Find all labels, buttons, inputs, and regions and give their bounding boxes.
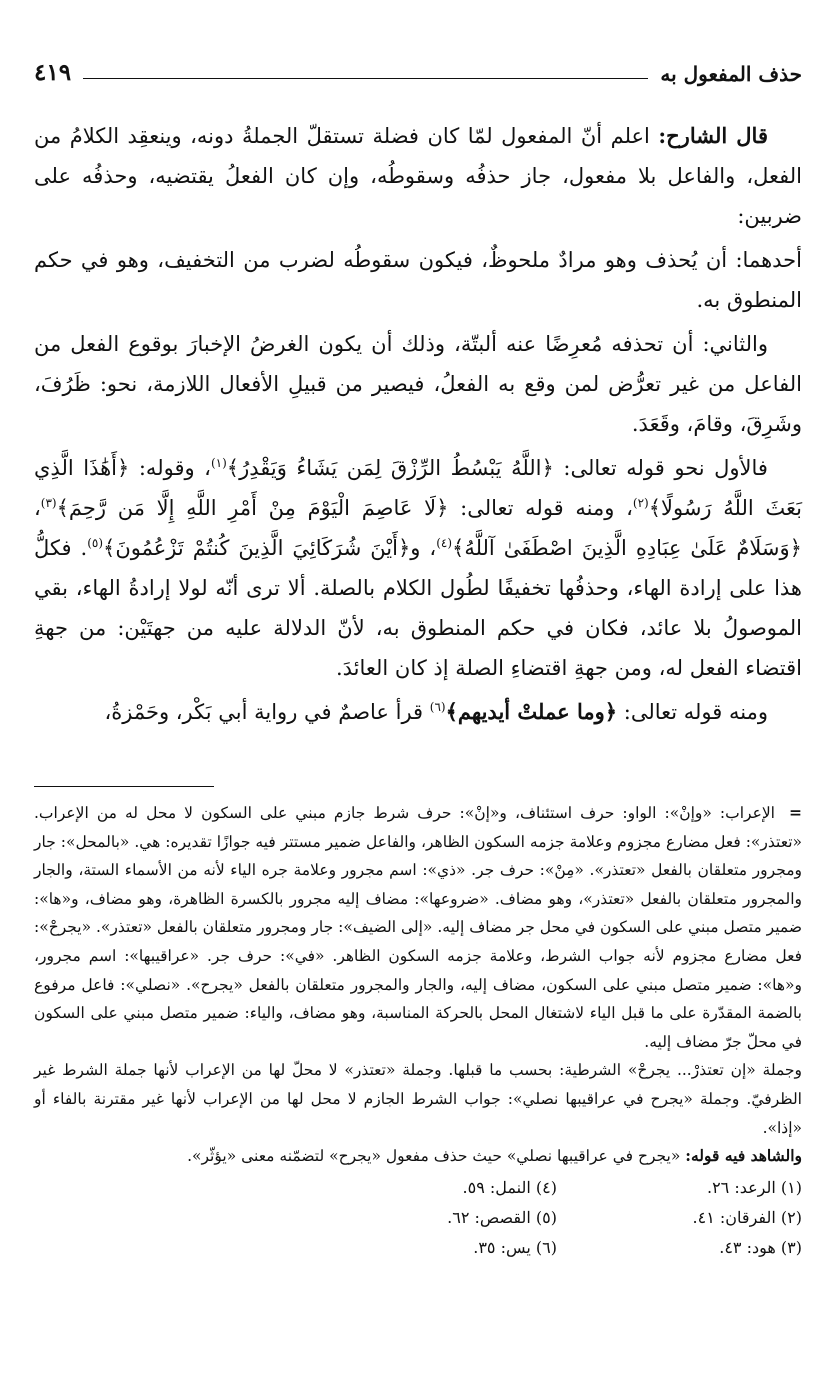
quran-verse: ﴿اللَّهُ يَبْسُطُ الرِّزْقَ لِمَن يَشَاءُ وَيَقْدِرُ﴾ bbox=[226, 456, 554, 480]
running-title: حذف المفعول به bbox=[660, 62, 802, 86]
footnote-separator bbox=[34, 786, 802, 787]
paragraph-4 bbox=[34, 448, 802, 688]
verse-reference: (٦) يس: ٣٥. bbox=[473, 1237, 557, 1257]
verse-reference: (٢) الفرقان: ٤١. bbox=[692, 1207, 802, 1227]
evidence-label: والشاهد فيه قوله: bbox=[685, 1146, 802, 1166]
paragraph-2: أحدهما: أن يُحذف وهو مرادٌ ملحوظٌ، فيكون سقوطُه لضرب من التخفيف، وهو في حكم المنطوق به. bbox=[34, 248, 802, 312]
paragraph-1-text: اعلم أنّ المفعول لمّا كان فضلة تستقلّ الجملةُ دونه، وينعقِد الكلامُ من الفعل، والفاعل بلا مفعول، جاز حذفُه وسقوطُه، وإن كان الفعلُ يقتضيه، وحذفُه على ضربين: bbox=[34, 124, 802, 228]
verse-reference: (٣) هود: ٤٣. bbox=[719, 1237, 802, 1257]
text-span: ومنه قوله تعالى: bbox=[617, 700, 768, 724]
verse-reference: (٤) النمل: ٥٩. bbox=[462, 1177, 557, 1197]
verse-references bbox=[34, 1173, 802, 1263]
footnote-evidence bbox=[34, 1142, 802, 1171]
text-span: قرأ عاصمٌ في رواية أبي بَكْر، وحَمْزةُ، bbox=[104, 700, 430, 724]
text-span: ، ومنه قوله تعالى: bbox=[448, 496, 633, 520]
quran-verse: ﴿لَا عَاصِمَ الْيَوْمَ مِنْ أَمْرِ اللَّهِ إِلَّا مَن رَّحِمَ﴾ bbox=[56, 496, 449, 520]
commentator-label: قال الشارح: bbox=[658, 123, 768, 148]
quran-verse: ﴿أَيْنَ شُرَكَائِيَ الَّذِينَ كُنتُمْ تَزْعُمُونَ﴾ bbox=[103, 536, 411, 560]
page-number: ٤١٩ bbox=[34, 59, 72, 86]
continuation-mark: = bbox=[789, 803, 802, 822]
quran-verse: ﴿وَسَلَامٌ عَلَىٰ عِبَادِهِ الَّذِينَ اصْطَفَىٰ آللَّهُ﴾ bbox=[452, 536, 802, 560]
text-span: . فكلُّ هذا على إرادة الهاء، وحذفُها تخفيفًا لطُول الكلام بالصلة. ألا ترى أنّه لولا إرادةُ الهاء، بقي الموصولُ بلا عائد، فكان في حكم المنطوق به، لأنّ الدلالة عليه من جهتَيْن: من جهةِ اقتضاء الفعل له، ومن جهةِ اقتضاءِ الصلة إذ كان العائدَ. bbox=[34, 536, 802, 680]
quran-verse: ﴿أَهَٰذَا الَّذِي بَعَثَ اللَّهُ رَسُولًا﴾ bbox=[34, 456, 803, 520]
footnote-ref: (٢) bbox=[632, 496, 649, 510]
footnote-rule bbox=[34, 786, 214, 787]
quran-verse: ﴿وما عملتْ أيديهم﴾ bbox=[445, 699, 618, 724]
text-span: فالأول نحو قوله تعالى: bbox=[553, 456, 768, 480]
footnote-analysis-text: الإعراب: «وإنْ»: الواو: حرف استئناف، و«إنْ»: حرف شرط جازم مبني على السكون لا محل له من الإعراب. «تعتذر»: فعل مضارع مجزوم وعلامة جزمه السكون الظاهر، والفاعل ضمير مستتر فيه جوازًا تقديره: هي. «بالمحل»: جار ومجرور متعلقان بالفعل «تعتذر». «مِنْ»: حرف جر. «ذي»: اسم مجرور وعلامة جره الياء لأنه من الأسماء الستة، والجار والمجرور متعلقان بالفعل «تعتذر»، وهو مضاف. «ضروعها»: مضاف إليه مجرور بالكسرة الظاهرة، وهو مضاف، و«ها»: ضمير متصل مبني على السكون في محل جر مضاف إليه. «إلى الضيف»: جار ومجرور متعلقان بالفعل «تعتذر». «يجرحْ»: فعل مضارع مجزوم لأنه جواب الشرط، وعلامة جزمه السكون الظاهر. «في»: حرف جر. «عراقيبها»: اسم مجرور، و«ها»: ضمير متصل مبني على السكون، مضاف إليه، والجار والمجرور متعلقان بالفعل «يجرح». «نصلي»: فاعل مرفوع بالضمة المقدّرة على ما قبل الياء لاشتغال المحل بالحركة المناسبة، وهو مضاف، والياء: ضمير متصل مبني على السكون في محلّ جرّ مضاف إليه. bbox=[34, 804, 802, 1051]
header-rule bbox=[83, 78, 648, 79]
footnotes bbox=[34, 799, 802, 1263]
footnote-ref: (٤) bbox=[436, 536, 453, 550]
text-span: ، و bbox=[410, 536, 437, 560]
footnote-analysis bbox=[34, 799, 802, 1056]
footnote-sentences: وجملة «إن تعتذرْ... يجرحْ» الشرطية: بحسب ما قبلها. وجملة «تعتذر» لا محلّ لها من الإعراب لأنها جملة الشرط غير الظرفيّ. وجملة «يجرح في عراقيبها نصلي»: جواب الشرط الجازم لا محل لها من الإعراب لأنها غير مقترنة بالفاء أو «إذا». bbox=[34, 1061, 802, 1137]
verse-reference: (١) الرعد: ٢٦. bbox=[706, 1177, 802, 1197]
main-text bbox=[34, 116, 802, 732]
evidence-text: «يجرح في عراقيبها نصلي» حيث حذف مفعول «يجرح» لتضمّنه معنى «يؤثّر». bbox=[187, 1147, 686, 1166]
footnote-ref: (٥) bbox=[87, 536, 104, 550]
verse-reference: (٥) القصص: ٦٢. bbox=[447, 1207, 557, 1227]
text-span: ، bbox=[34, 496, 41, 520]
paragraph-5 bbox=[34, 692, 802, 732]
footnote-ref: (٣) bbox=[40, 496, 57, 510]
text-span: ، وقوله: bbox=[129, 456, 211, 480]
footnote-ref: (١) bbox=[210, 456, 227, 470]
paragraph-1 bbox=[34, 116, 802, 236]
paragraph-3: والثاني: أن تحذفه مُعرِضًا عنه ألبتّة، وذلك أن يكون الغرضُ الإخبارَ بوقوع الفعل من الفاعل من غير تعرُّض لمن وقع به الفعلُ، فيصير من قبيلِ الأفعال اللازمة، نحو: ظَرُفَ، وشَرِقَ، وقامَ، وقَعَدَ. bbox=[34, 332, 802, 436]
footnote-ref: (٦) bbox=[429, 700, 446, 714]
page-header bbox=[34, 52, 802, 86]
